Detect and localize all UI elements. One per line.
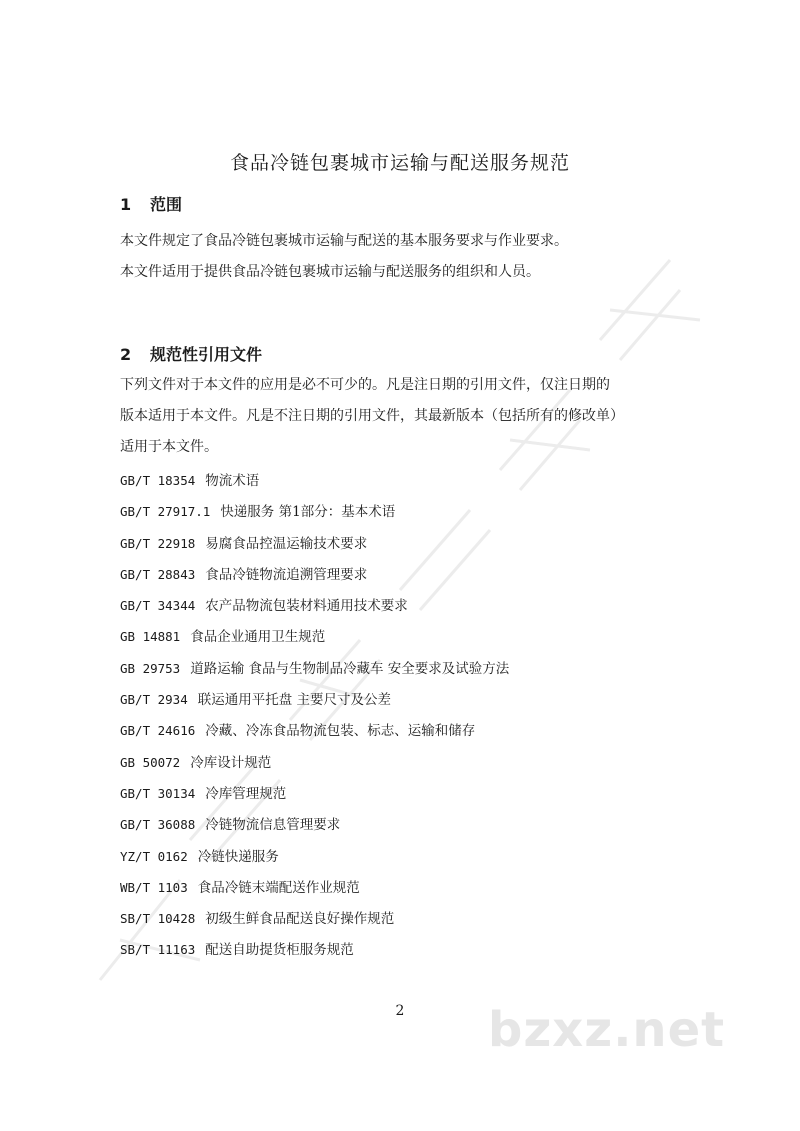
reference-title: 食品冷链物流追溯管理要求	[205, 566, 368, 583]
section-heading-normative-references	[120, 342, 262, 365]
reference-code: SB/T 10428	[120, 911, 196, 927]
document-title: 食品冷链包裹城市运输与配送服务规范	[229, 152, 570, 174]
reference-code: GB/T 24616	[120, 723, 196, 739]
list-item	[120, 653, 509, 684]
reference-code: GB/T 2934	[120, 692, 188, 708]
reference-code: GB/T 18354	[120, 473, 196, 488]
list-item	[120, 934, 509, 965]
reference-code: GB/T 28843	[120, 566, 196, 582]
reference-title: 冷藏、冷冻食品物流包装、标志、运输和储存	[205, 723, 476, 740]
page-number: 2	[395, 1003, 405, 1019]
list-item	[120, 590, 509, 621]
reference-code: GB 14881	[120, 629, 181, 645]
reference-list	[120, 465, 509, 966]
intro-line: 下列文件对于本文件的应用是必不可少的。凡是注日期的引用文件，仅注日期的	[120, 377, 610, 393]
list-item	[120, 621, 509, 652]
reference-title: 配送自助提货柜服务规范	[205, 942, 354, 959]
list-item	[120, 465, 509, 496]
section-title: 规范性引用文件	[150, 345, 263, 364]
reference-title: 农产品物流包装材料通用技术要求	[205, 598, 408, 615]
reference-code: GB/T 27917.1	[120, 504, 211, 520]
reference-title: 快递服务 第1部分：基本术语	[220, 504, 396, 521]
reference-title: 易腐食品控温运输技术要求	[205, 535, 368, 552]
list-item	[120, 872, 509, 903]
reference-title: 冷库设计规范	[190, 754, 272, 771]
reference-title: 初级生鲜食品配送良好操作规范	[205, 911, 395, 928]
reference-title: 食品企业通用卫生规范	[190, 629, 326, 646]
normative-intro-paragraph	[120, 370, 700, 463]
reference-title: 物流术语	[205, 473, 260, 489]
reference-code: GB/T 22918	[120, 535, 196, 551]
list-item	[120, 747, 509, 778]
list-item	[120, 809, 509, 840]
reference-title: 冷链物流信息管理要求	[205, 817, 341, 834]
list-item	[120, 559, 509, 590]
reference-code: GB/T 30134	[120, 785, 196, 801]
scope-paragraph	[120, 226, 700, 288]
list-item	[120, 528, 509, 559]
reference-title: 冷库管理规范	[205, 785, 287, 802]
reference-code: WB/T 1103	[120, 879, 188, 895]
reference-code: SB/T 11163	[120, 942, 196, 958]
list-item	[120, 715, 509, 746]
reference-title: 食品冷链末端配送作业规范	[197, 879, 360, 896]
intro-line: 适用于本文件。	[120, 439, 218, 455]
reference-code: GB/T 36088	[120, 817, 196, 833]
section-number: 1	[120, 195, 132, 214]
list-item	[120, 684, 509, 715]
section-number: 2	[120, 345, 132, 364]
section-title: 范围	[150, 195, 183, 214]
intro-line: 版本适用于本文件。凡是不注日期的引用文件，其最新版本（包括所有的修改单）	[120, 408, 624, 424]
reference-title: 道路运输 食品与生物制品冷藏车 安全要求及试验方法	[190, 660, 510, 677]
section-heading-scope	[120, 192, 182, 215]
scope-line: 本文件适用于提供食品冷链包裹城市运输与配送服务的组织和人员。	[120, 264, 540, 280]
reference-title: 冷链快递服务	[197, 848, 279, 865]
reference-code: GB 50072	[120, 754, 181, 770]
reference-code: GB 29753	[120, 660, 181, 676]
scope-line: 本文件规定了食品冷链包裹城市运输与配送的基本服务要求与作业要求。	[120, 233, 568, 249]
list-item	[120, 778, 509, 809]
reference-code: YZ/T 0162	[120, 848, 188, 864]
reference-code: GB/T 34344	[120, 598, 196, 614]
list-item	[120, 903, 509, 934]
list-item	[120, 841, 509, 872]
site-watermark: bzxz.net	[488, 1002, 726, 1058]
list-item	[120, 496, 509, 527]
reference-title: 联运通用平托盘 主要尺寸及公差	[197, 692, 392, 709]
